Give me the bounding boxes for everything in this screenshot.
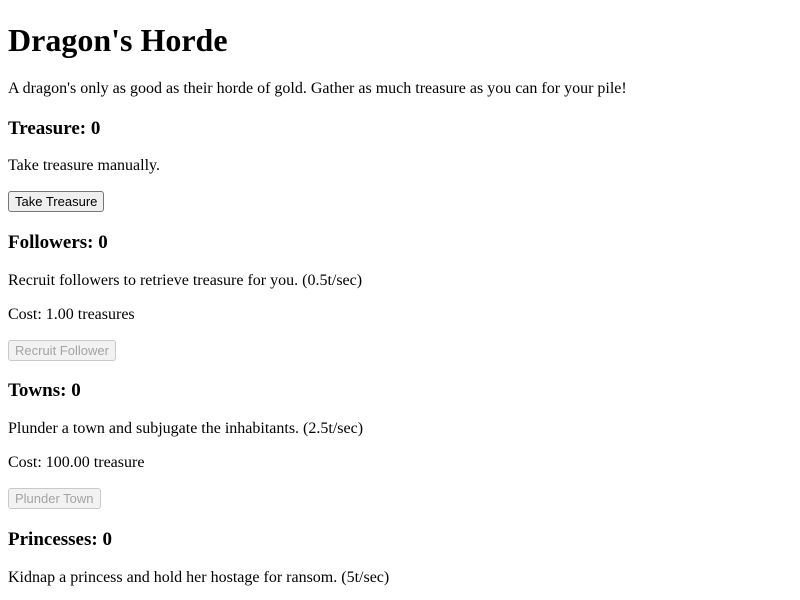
towns-heading: Towns: 0 xyxy=(8,380,81,401)
followers-heading: Followers: 0 xyxy=(8,232,108,253)
towns-description: Plunder a town and subjugate the inhabitants. (2.5t/sec) xyxy=(8,420,364,437)
game-intro: A dragon's only as good as their horde of gold. Gather as much treasure as you can for your pile! xyxy=(8,80,627,97)
take-treasure-button[interactable]: Take Treasure xyxy=(8,191,104,212)
plunder-town-button[interactable]: Plunder Town xyxy=(8,488,101,509)
princesses-description: Kidnap a princess and hold her hostage for ransom. (5t/sec) xyxy=(8,569,390,586)
treasure-description: Take treasure manually. xyxy=(8,157,160,174)
princesses-heading: Princesses: 0 xyxy=(8,529,112,550)
recruit-follower-button[interactable]: Recruit Follower xyxy=(8,340,116,361)
followers-description: Recruit followers to retrieve treasure for you. (0.5t/sec) xyxy=(8,272,363,289)
followers-cost: Cost: 1.00 treasures xyxy=(8,306,135,323)
game-title: Dragon's Horde xyxy=(8,22,228,58)
towns-cost: Cost: 100.00 treasure xyxy=(8,454,145,471)
treasure-heading: Treasure: 0 xyxy=(8,118,101,139)
